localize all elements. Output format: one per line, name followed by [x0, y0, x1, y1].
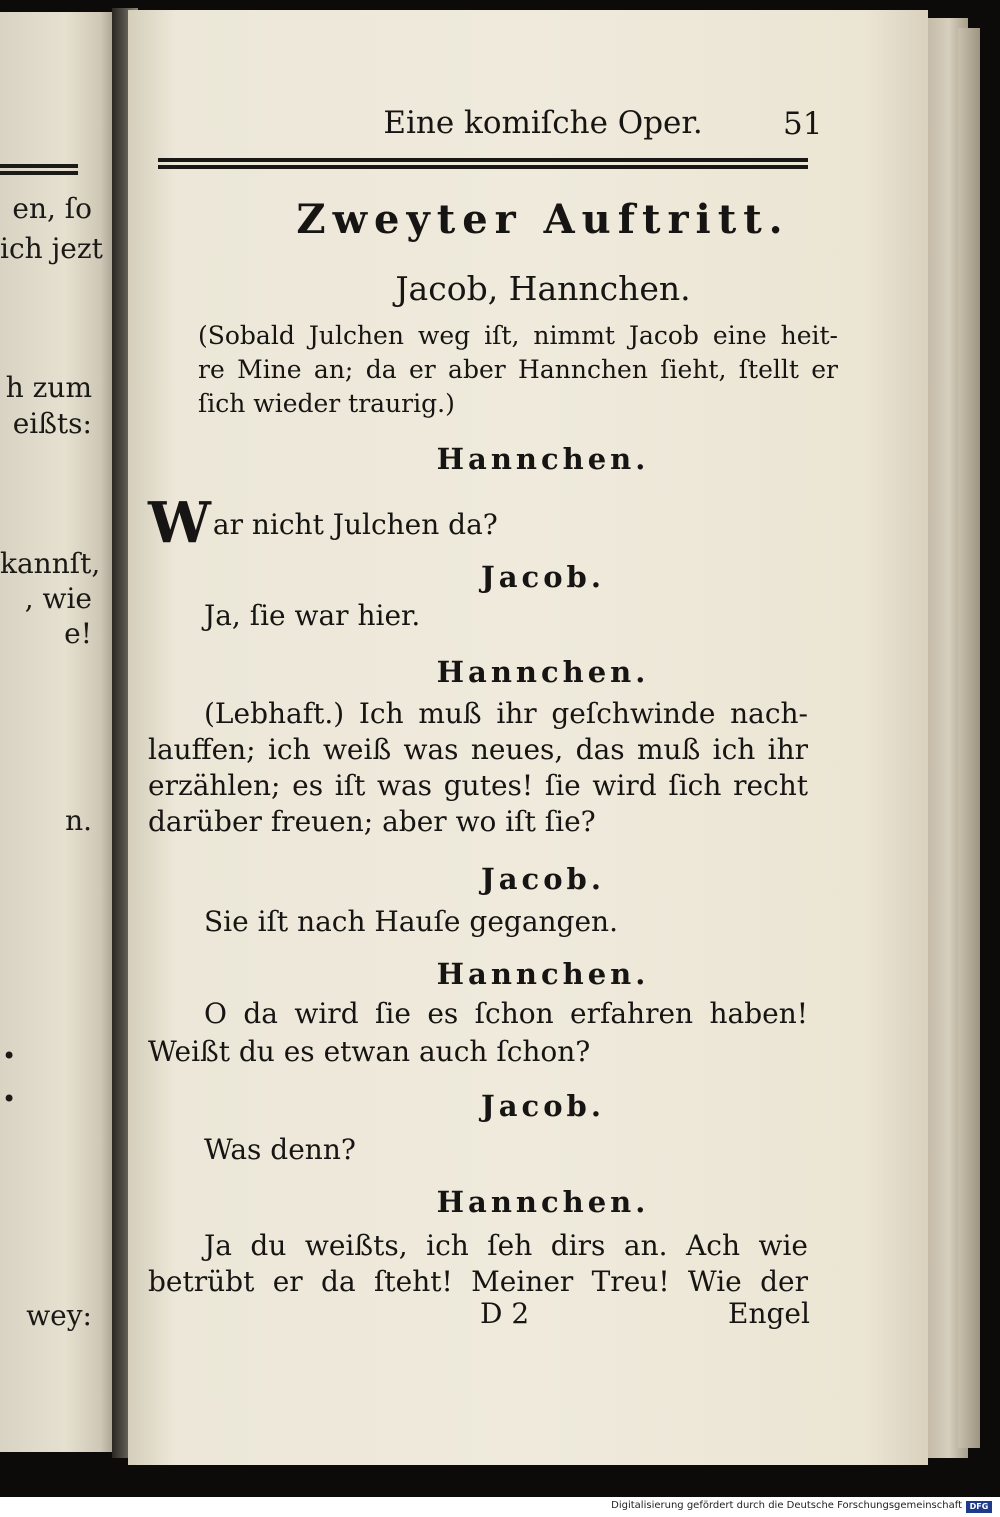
- stage-direction-line: re Mine an; da er aber Hannchen ſieht, ſtellt er: [198, 355, 838, 384]
- speaker-name: Hannchen.: [436, 655, 650, 689]
- stage-direction-line: ſich wieder traurig.): [198, 389, 455, 418]
- stage-direction-line: (Sobald Julchen weg iſt, nimmt Jacob eine heit-: [198, 321, 838, 350]
- signature-mark: D 2: [480, 1297, 530, 1330]
- header-rule: [158, 165, 808, 169]
- facing-page-fragment: eißts:: [12, 407, 92, 440]
- scene-title: Zweyter Auftritt.: [296, 196, 790, 243]
- speech-line: erzählen; es iſt was gutes! ſie wird ſich recht: [148, 769, 808, 802]
- facing-page-fragment: , wie: [24, 582, 92, 615]
- speaker-name: Jacob.: [481, 862, 605, 896]
- speaker-name: Jacob.: [481, 560, 605, 594]
- facing-page-fragment: n.: [65, 804, 92, 837]
- header-rule: [158, 158, 808, 162]
- speaker-name: Hannchen.: [436, 957, 650, 991]
- facing-page-fragment: e!: [64, 617, 92, 650]
- page-number: 51: [783, 106, 823, 142]
- facing-page-rule: [0, 164, 78, 178]
- speech-line: Was denn?: [204, 1133, 356, 1166]
- facing-page-fragment: h zum: [5, 371, 92, 404]
- speech-line: darüber freuen; aber wo iſt ſie?: [148, 805, 596, 838]
- speaker-name: Jacob.: [481, 1089, 605, 1123]
- speech-line: O da wird ſie es ſchon erfahren haben!: [204, 997, 808, 1030]
- speech-line: [148, 490, 808, 556]
- scene-persons: Jacob, Hannchen.: [395, 269, 691, 308]
- dfg-logo: DFG: [966, 1501, 992, 1513]
- catchword: Engel: [728, 1297, 810, 1330]
- speech-line: Ja du weißts, ich ſeh dirs an. Ach wie: [204, 1229, 808, 1262]
- page-stack-edge: [958, 28, 980, 1448]
- facing-page-fragment: kannſt,: [0, 547, 101, 580]
- speech-line: (Lebhaft.) Ich muß ihr geſchwinde nach-: [204, 697, 808, 730]
- drop-initial: W: [148, 490, 211, 556]
- facing-page: [0, 12, 118, 1452]
- facing-page-fragment: en, ſo: [12, 192, 92, 225]
- speech-line: Weißt du es etwan auch ſchon?: [148, 1035, 591, 1068]
- facing-page-fragment: ich jezt: [0, 232, 103, 265]
- speaker-name: Hannchen.: [436, 1185, 650, 1219]
- book-page: [128, 10, 928, 1465]
- speaker-name: Hannchen.: [436, 442, 650, 476]
- running-title: Eine komiſche Oper.: [383, 105, 703, 141]
- speech-line: Sie iſt nach Hauſe gegangen.: [204, 905, 618, 938]
- speech-line: betrübt er da ſteht! Meiner Treu! Wie der: [148, 1265, 808, 1298]
- facing-page-mark: •: [2, 1042, 17, 1070]
- speech-line: Ja, ſie war hier.: [204, 599, 421, 632]
- facing-page-fragment: wey:: [26, 1299, 92, 1332]
- speech-text: ar nicht Julchen da?: [212, 508, 498, 541]
- funding-credit: Digitalisierung gefördert durch die Deutsche Forschungsgemeinschaft: [611, 1500, 962, 1511]
- facing-page-mark: •: [2, 1085, 17, 1113]
- credit-strip: [0, 1497, 1000, 1517]
- speech-line: lauffen; ich weiß was neues, das muß ich ihr: [148, 733, 808, 766]
